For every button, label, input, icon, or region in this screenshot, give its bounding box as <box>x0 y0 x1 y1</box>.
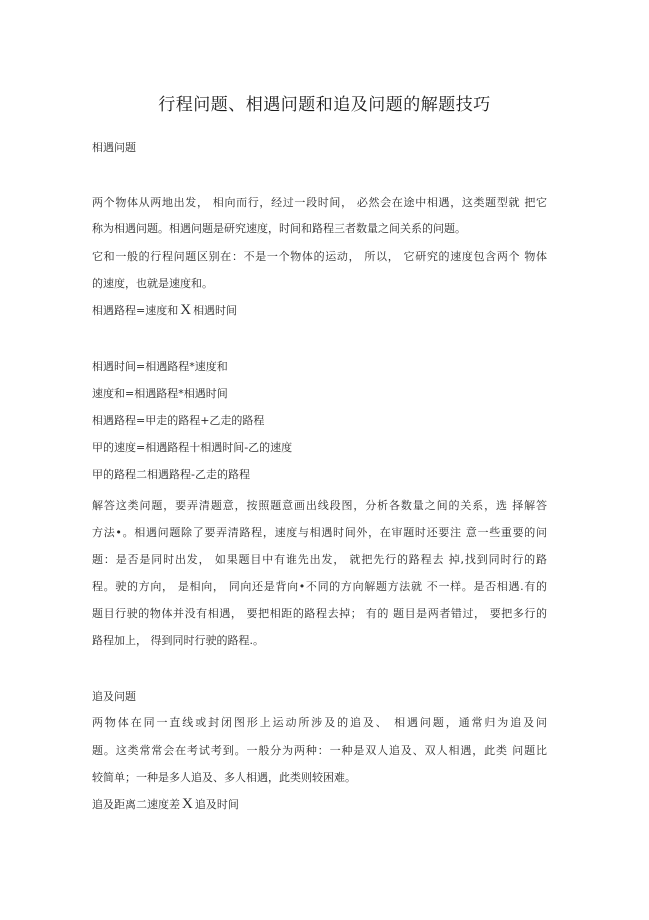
paragraph-line: 方法•。相遇问题除了要弄清路程，速度与相遇时间外，在审题时还要注 意一些重要的问 <box>92 526 547 539</box>
paragraph-line: 它和一般的行程问题区别在：不是一个物体的运动， 所以， 它研究的速度包含两个 物体 <box>92 250 547 263</box>
paragraph-line: 的速度，也就是速度和。 <box>92 277 213 290</box>
formula-line: 甲的路程二相遇路程-乙走的路程 <box>92 468 250 481</box>
paragraph-line: 题。这类常常会在考试考到。一般分为两种：一种是双人追及、双人相遇，此类 问题比 <box>92 744 547 757</box>
formula-line: 甲的速度=相遇路程十相遇时间-乙的速度 <box>92 441 293 454</box>
paragraph-line: 解答这类问题，要弄清题意，按照题意画出线段图，分析各数量之间的关系，选 择解答 <box>92 499 547 512</box>
formula-meeting-distance <box>92 303 237 318</box>
multiply-symbol: X <box>182 796 193 812</box>
formula-text: 追及距离二速度差 <box>92 798 180 811</box>
formula-text: 相遇路程=速度和 <box>92 304 179 317</box>
paragraph-line: 程。驶的方向， 是相向， 同向还是背向•不同的方向解题方法就 不一样。是否相遇.有的 <box>92 580 547 593</box>
formula-chase-distance <box>92 797 239 812</box>
section-heading-meeting: 相遇问题 <box>92 141 136 154</box>
formula-line: 速度和=相遇路程*相遇时间 <box>92 387 228 400</box>
paragraph-line: 称为相遇问题。相遇问题是研究速度，时间和路程三者数量之间关系的问题。 <box>92 222 466 235</box>
formula-line: 相遇路程=甲走的路程+乙走的路程 <box>92 414 265 427</box>
paragraph-line: 题目行驶的物体并没有相遇， 要把相距的路程去掉； 有的 题目是两者错过， 要把多行的 <box>92 607 547 620</box>
paragraph-line: 题：是否是同时出发， 如果题目中有谁先出发， 就把先行的路程去 掉,找到同时行的路 <box>92 553 547 566</box>
formula-line: 相遇时间=相遇路程*速度和 <box>92 360 228 373</box>
multiply-symbol: X <box>180 302 192 318</box>
formula-text: 追及时间 <box>194 798 239 811</box>
paragraph-line: 两物体在同一直线或封闭图形上运动所涉及的追及、 相遇问题，通常归为追及问 <box>92 716 547 729</box>
formula-text: 相遇时间 <box>193 304 238 317</box>
paragraph-line: 两个物体从两地出发， 相向而行，经过一段时间， 必然会在途中相遇，这类题型就 把它 <box>92 196 547 209</box>
paragraph-line: 较简单；一种是多人追及、多人相遇，此类则较困难。 <box>92 771 356 784</box>
paragraph-line: 路程加上， 得到同时行驶的路程.。 <box>92 634 264 647</box>
document-title: 行程问题、相遇问题和追及问题的解题技巧 <box>158 95 491 115</box>
section-heading-chase: 追及问题 <box>92 690 136 703</box>
